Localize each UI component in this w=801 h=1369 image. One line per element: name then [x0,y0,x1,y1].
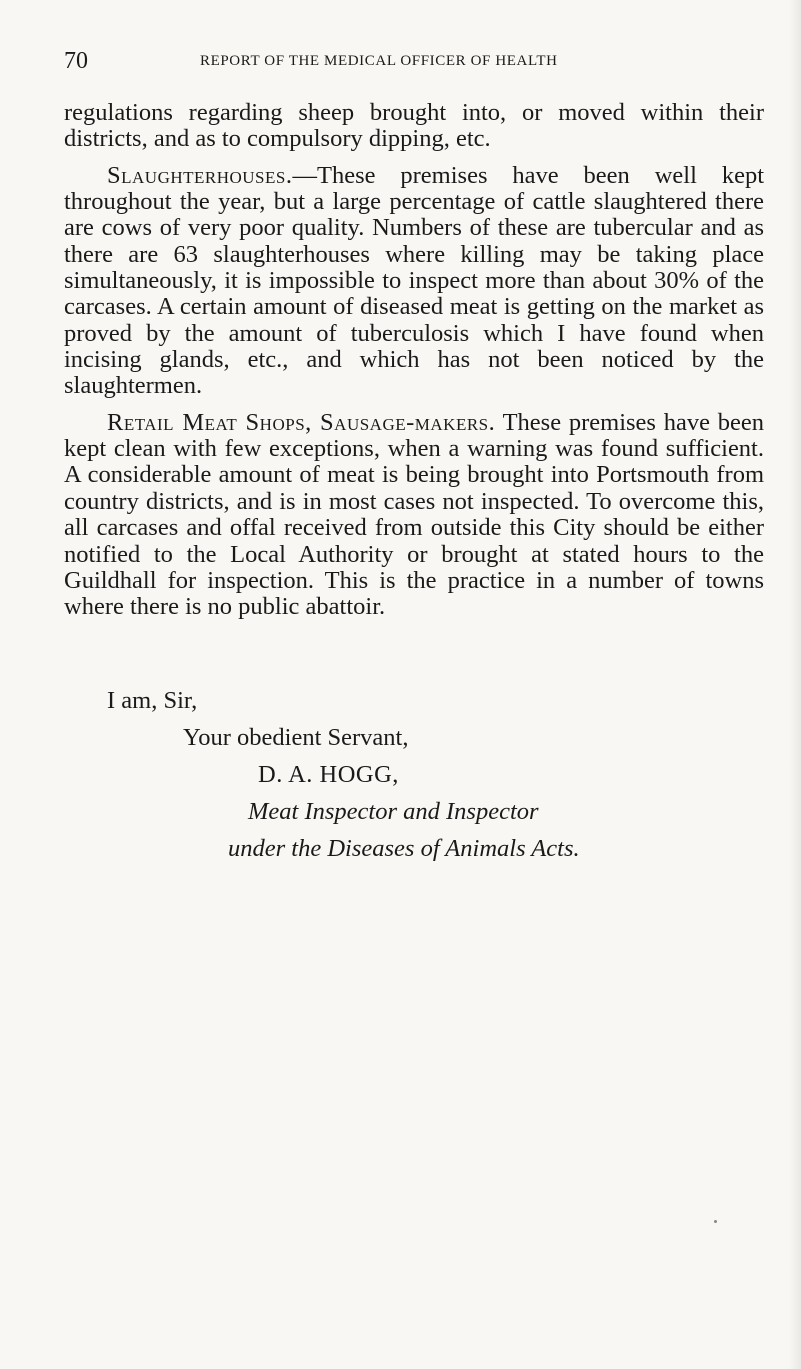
closing: Your obedient Servant, [183,724,409,751]
signatory-title-2: under the Diseases of Animals Acts. [228,835,580,862]
paragraph-retail-meat-shops [64,410,764,621]
paragraph-text: These premises have been kept clean with few exceptions, when a warning was found sufficient. A considerable amount of meat is being brought into Portsmouth from country districts, and is in most cases not inspected. To overcome this, all carcases and offal received from outside this City should be either notified to the Local Authority or brought at stated hours to the Guildhall for inspection. This is the practice in a number of towns where there is no public abattoir. [64,408,764,621]
paragraph-continuation [64,100,764,153]
signature-block [64,682,784,867]
section-heading-retail-meat-shops: Retail Meat Shops, Sausage-makers. [107,408,496,436]
paragraph-text: regulations regarding sheep brought into, or moved within their districts, and as to compulsory dipping, etc. [64,99,764,153]
signatory-name: D. A. HOGG, [258,761,399,788]
running-head: REPORT OF THE MEDICAL OFFICER OF HEALTH [200,53,558,69]
section-heading-slaughterhouses: Slaughterhouses. [107,161,293,189]
paragraph-slaughterhouses [64,163,764,400]
salutation: I am, Sir, [107,687,198,714]
page-number: 70 [64,48,88,74]
paper-speck [714,1220,717,1223]
body-text [64,100,764,621]
paragraph-text: —These premises have been well kept throughout the year, but a large percentage of cattle slaughtered there are cows of very poor quality. Numbers of these are tubercular and as there are 63 slaughterhouses where killing may be taking place simultaneously, it is impossible to inspect more than about 30% of the carcases. A certain amount of diseased meat is getting on the market as proved by the amount of tuberculosis which I have found when incising glands, etc., and which has not been noticed by the slaughtermen. [64,161,764,400]
page-edge-shadow [789,0,801,1369]
signatory-title-1: Meat Inspector and Inspector [248,798,539,825]
